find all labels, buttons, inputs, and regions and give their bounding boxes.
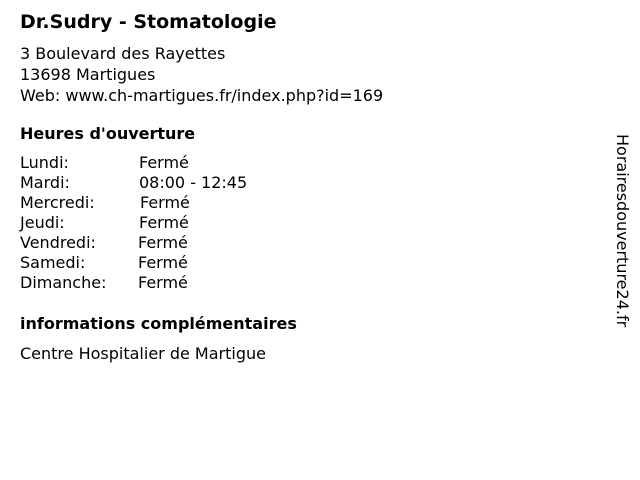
additional-info-heading: informations complémentaires — [20, 314, 297, 333]
day-label: Mercredi: — [20, 193, 95, 212]
day-hours: Fermé — [139, 153, 189, 172]
additional-info-text: Centre Hospitalier de Martigue — [20, 344, 266, 363]
business-address — [20, 43, 383, 106]
day-hours: Fermé — [138, 273, 188, 292]
day-hours: Fermé — [139, 213, 189, 232]
opening-hours-heading: Heures d'ouverture — [20, 124, 196, 143]
day-hours: 08:00 - 12:45 — [139, 173, 248, 192]
address-street: 3 Boulevard des Rayettes — [20, 44, 226, 63]
day-label: Vendredi: — [20, 233, 96, 252]
day-hours: Fermé — [138, 233, 188, 252]
website-link[interactable]: Web: www.ch-martigues.fr/index.php?id=169 — [20, 86, 384, 105]
day-label: Dimanche: — [20, 273, 107, 292]
day-hours: Fermé — [138, 253, 188, 272]
address-city: 13698 Martigues — [20, 65, 156, 84]
day-label: Jeudi: — [20, 213, 65, 232]
day-label: Samedi: — [20, 253, 86, 272]
day-label: Lundi: — [20, 153, 69, 172]
business-name: Dr.Sudry - Stomatologie — [20, 11, 277, 33]
site-watermark: Horairesdouverture24.fr — [613, 134, 632, 328]
day-hours: Fermé — [140, 193, 190, 212]
day-label: Mardi: — [20, 173, 70, 192]
